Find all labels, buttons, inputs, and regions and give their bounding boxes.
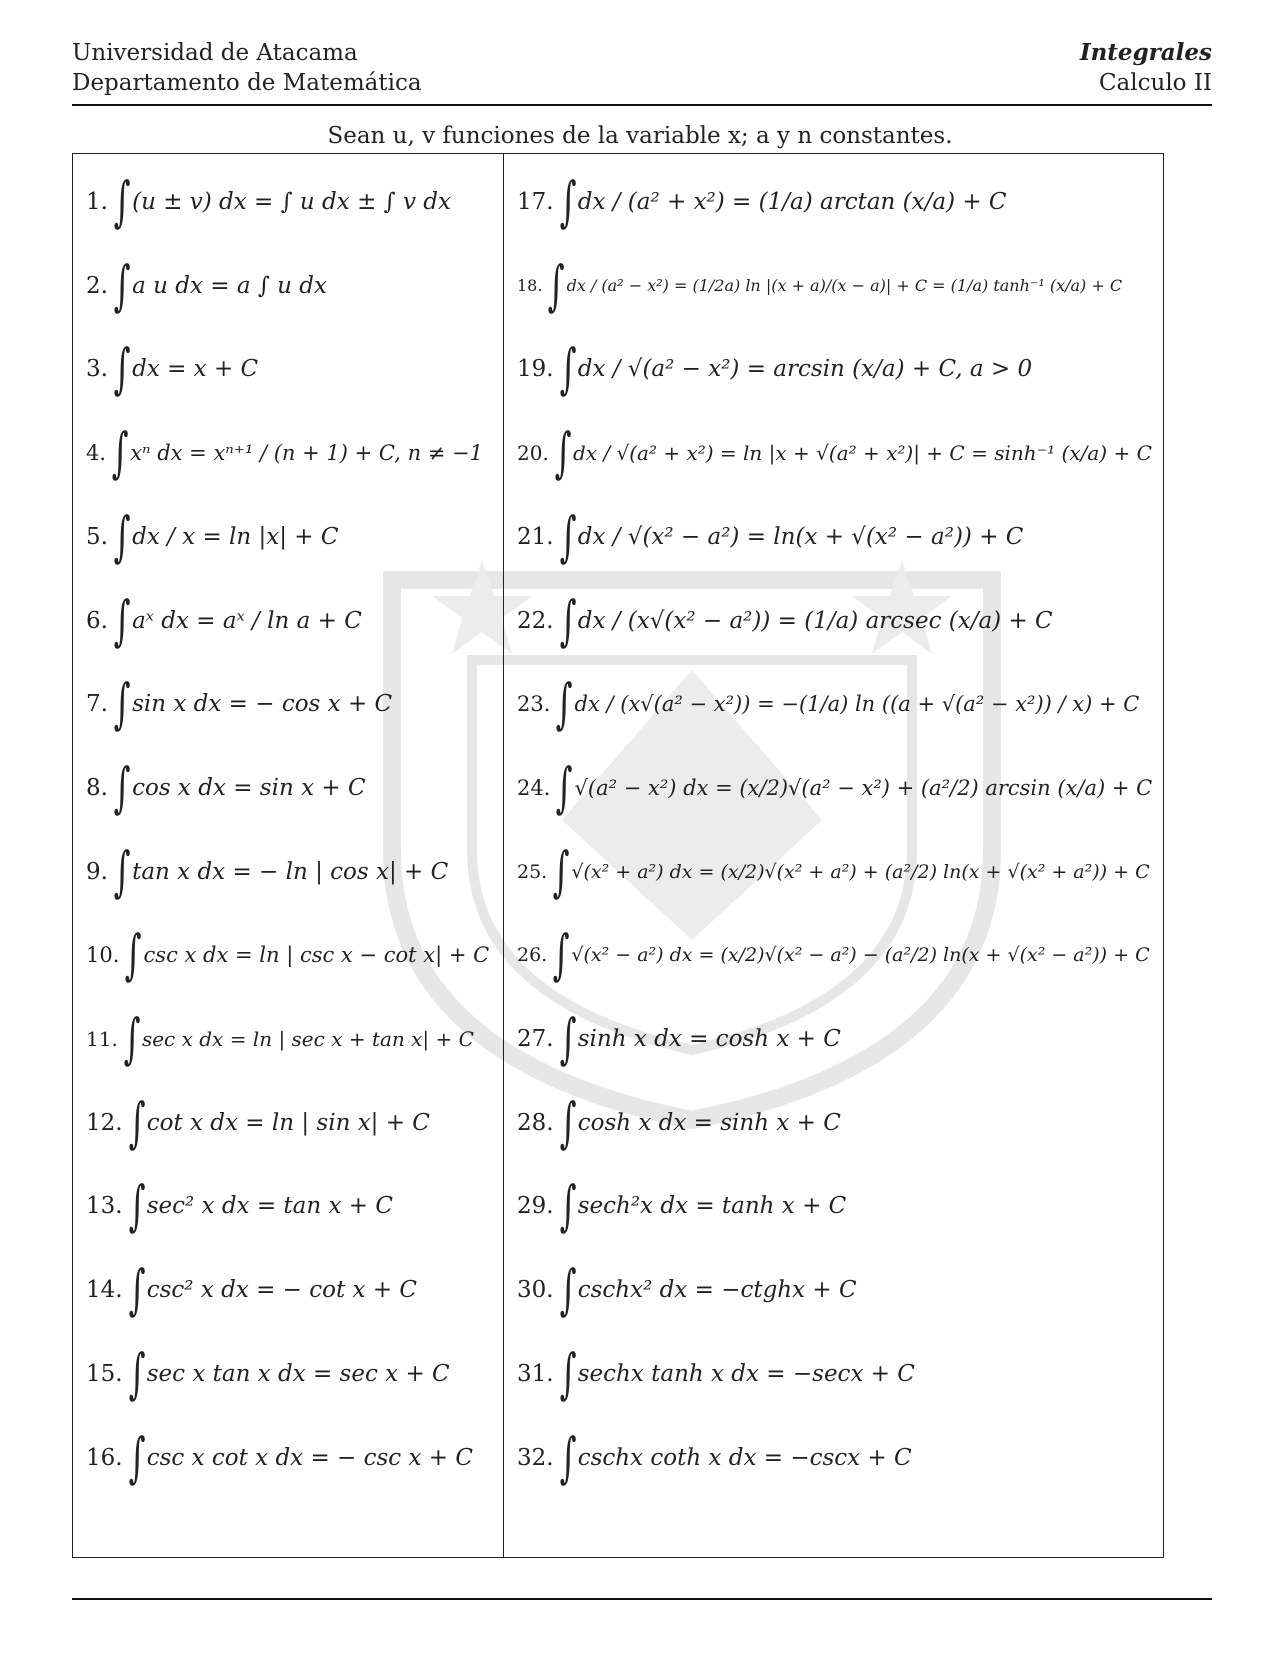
formula-left-14: [86, 1250, 417, 1330]
footer-rule: [72, 1598, 1212, 1600]
formula-left-8: [86, 748, 366, 828]
formula-number: 27.: [517, 1026, 554, 1052]
formula-number: 6.: [86, 607, 108, 634]
integral-sign-icon: ∫: [556, 755, 573, 819]
integral-sign-icon: ∫: [554, 421, 572, 485]
department-name: Departamento de Matemática: [72, 70, 422, 96]
formula-expression: cosh x dx = sinh x + C: [577, 1109, 841, 1136]
formula-expression: dx / (a² − x²) = (1/2a) ln |(x + a)/(x − a)| + C = (1/a) tanh⁻¹ (x/a) + C: [566, 276, 1123, 296]
formula-expression: csc x cot x dx = − csc x + C: [146, 1444, 473, 1471]
formula-expression: sin x dx = − cos x + C: [132, 691, 393, 718]
formula-right-2: [517, 246, 1122, 326]
formula-left-2: [86, 246, 327, 326]
formula-number: 19.: [517, 356, 554, 383]
integral-sign-icon: ∫: [559, 1090, 577, 1154]
formula-right-14: [517, 1250, 857, 1330]
formula-number: 4.: [86, 441, 107, 466]
formula-expression: dx = x + C: [132, 356, 259, 383]
formula-right-1: [517, 162, 1007, 242]
integral-sign-icon: ∫: [559, 1425, 577, 1489]
formula-left-3: [86, 329, 258, 409]
formula-expression: (u ± v) dx = ∫ u dx ± ∫ v dx: [132, 189, 451, 215]
integral-sign-icon: ∫: [128, 1090, 146, 1154]
integral-sign-icon: ∫: [113, 839, 131, 903]
formula-expression: sec x dx = ln | sec x + tan x| + C: [141, 1027, 474, 1051]
formula-number: 24.: [517, 775, 551, 800]
formula-right-10: [517, 915, 1150, 995]
formula-number: 12.: [86, 1109, 123, 1136]
formula-number: 13.: [86, 1193, 123, 1220]
formula-number: 3.: [86, 356, 108, 383]
integral-sign-icon: ∫: [559, 504, 577, 568]
integral-sign-icon: ∫: [559, 588, 577, 652]
formula-right-4: [517, 413, 1152, 493]
intro-line: Sean u, v funciones de la variable x; a y n constantes.: [327, 123, 953, 149]
formula-right-5: [517, 497, 1023, 577]
formula-expression: dx / √(a² + x²) = ln |x + √(a² + x²)| + C = sinh⁻¹ (x/a) + C: [572, 441, 1152, 466]
formula-number: 25.: [517, 860, 548, 883]
formula-number: 16.: [86, 1444, 123, 1471]
formula-number: 30.: [517, 1277, 554, 1304]
formula-left-10: [86, 915, 489, 995]
formula-right-16: [517, 1418, 912, 1498]
formula-number: 10.: [86, 943, 120, 968]
integral-sign-icon: ∫: [559, 1258, 577, 1322]
formula-left-11: [86, 999, 474, 1079]
integral-sign-icon: ∫: [128, 1174, 146, 1238]
document-topic: Integrales: [1079, 39, 1212, 66]
formula-right-12: [517, 1083, 841, 1163]
formula-number: 11.: [86, 1027, 118, 1051]
formula-left-5: [86, 497, 338, 577]
formula-expression: dx / (x√(x² − a²)) = (1/a) arcsec (x/a) + C: [577, 607, 1053, 634]
integral-sign-icon: ∫: [559, 1174, 577, 1238]
formula-expression: sec x tan x dx = sec x + C: [146, 1360, 450, 1387]
formula-number: 2.: [86, 272, 108, 299]
formula-number: 17.: [517, 189, 554, 215]
integral-sign-icon: ∫: [548, 253, 565, 317]
formula-right-3: [517, 329, 1032, 409]
formula-expression: csc x dx = ln | csc x − cot x| + C: [143, 943, 490, 968]
formula-expression: sec² x dx = tan x + C: [146, 1193, 393, 1220]
institution-name: Universidad de Atacama: [72, 40, 358, 66]
formula-left-12: [86, 1083, 430, 1163]
integral-sign-icon: ∫: [113, 170, 131, 233]
integral-sign-icon: ∫: [125, 923, 142, 987]
formula-expression: a u dx = a ∫ u dx: [132, 272, 327, 299]
integral-sign-icon: ∫: [556, 672, 573, 736]
formula-expression: csc² x dx = − cot x + C: [146, 1277, 418, 1304]
formula-expression: √(x² + a²) dx = (x/2)√(x² + a²) + (a²/2) ln(x + √(x² + a²)) + C: [571, 860, 1150, 883]
integral-sign-icon: ∫: [113, 253, 131, 317]
formula-right-8: [517, 748, 1152, 828]
formula-expression: xⁿ dx = xⁿ⁺¹ / (n + 1) + C, n ≠ −1: [130, 441, 483, 466]
formula-number: 7.: [86, 691, 108, 718]
formula-right-13: [517, 1166, 846, 1246]
formula-number: 20.: [517, 441, 549, 466]
header-right: [1080, 38, 1212, 98]
integral-sign-icon: ∫: [559, 1007, 577, 1070]
formula-number: 26.: [517, 944, 548, 967]
formula-expression: sechx tanh x dx = −secx + C: [577, 1360, 915, 1387]
formula-left-15: [86, 1334, 450, 1414]
formula-number: 14.: [86, 1277, 123, 1304]
formula-left-4: [86, 413, 483, 493]
integral-sign-icon: ∫: [552, 923, 570, 987]
integral-sign-icon: ∫: [111, 421, 129, 485]
formula-right-6: [517, 581, 1053, 661]
integral-sign-icon: ∫: [559, 1341, 577, 1405]
formula-number: 21.: [517, 523, 554, 550]
formula-expression: √(a² − x²) dx = (x/2)√(a² − x²) + (a²/2) arcsin (x/a) + C: [574, 775, 1153, 800]
formula-expression: dx / (a² + x²) = (1/a) arctan (x/a) + C: [577, 189, 1007, 215]
integral-sign-icon: ∫: [559, 337, 577, 401]
formula-right-9: [517, 832, 1150, 912]
formula-number: 8.: [86, 774, 108, 801]
formula-right-7: [517, 664, 1139, 744]
formula-left-6: [86, 581, 362, 661]
formula-number: 23.: [517, 692, 551, 717]
integral-sign-icon: ∫: [113, 755, 131, 819]
formula-expression: aˣ dx = aˣ / ln a + C: [132, 607, 362, 634]
formula-expression: cschx² dx = −ctghx + C: [577, 1277, 857, 1304]
integral-sign-icon: ∫: [552, 839, 570, 903]
formula-number: 15.: [86, 1360, 123, 1387]
formula-expression: cot x dx = ln | sin x| + C: [146, 1109, 430, 1136]
header-left: [72, 38, 422, 98]
integral-sign-icon: ∫: [123, 1007, 141, 1070]
formula-left-16: [86, 1418, 473, 1498]
integral-sign-icon: ∫: [113, 337, 131, 401]
formula-expression: cschx coth x dx = −cscx + C: [577, 1444, 912, 1471]
integral-sign-icon: ∫: [128, 1258, 146, 1322]
formula-left-1: [86, 162, 451, 242]
formula-expression: tan x dx = − ln | cos x| + C: [132, 858, 449, 885]
formula-expression: sech²x dx = tanh x + C: [577, 1193, 847, 1220]
formula-number: 29.: [517, 1193, 554, 1220]
integral-sign-icon: ∫: [128, 1425, 146, 1489]
page-header: [72, 38, 1212, 106]
formula-left-9: [86, 832, 448, 912]
formula-expression: dx / √(a² − x²) = arcsin (x/a) + C, a > 0: [577, 356, 1033, 383]
formula-expression: dx / (x√(a² − x²)) = −(1/a) ln ((a + √(a² − x²)) / x) + C: [574, 692, 1140, 717]
formula-number: 28.: [517, 1109, 554, 1136]
formula-left-13: [86, 1166, 393, 1246]
formula-number: 32.: [517, 1444, 554, 1471]
integral-sign-icon: ∫: [113, 504, 131, 568]
formula-expression: cos x dx = sin x + C: [132, 774, 366, 801]
formula-number: 1.: [86, 189, 108, 215]
formula-number: 22.: [517, 607, 554, 634]
formula-number: 9.: [86, 858, 108, 885]
integral-sign-icon: ∫: [113, 588, 131, 652]
column-divider: [503, 154, 504, 1557]
course-name: Calculo II: [1098, 70, 1212, 96]
formula-number: 31.: [517, 1360, 554, 1387]
formula-number: 5.: [86, 523, 108, 550]
integral-sign-icon: ∫: [128, 1341, 146, 1405]
formula-expression: √(x² − a²) dx = (x/2)√(x² − a²) − (a²/2) ln(x + √(x² − a²)) + C: [571, 944, 1150, 967]
formula-expression: dx / √(x² − a²) = ln(x + √(x² − a²)) + C: [577, 523, 1024, 550]
formula-left-7: [86, 664, 392, 744]
formula-expression: dx / x = ln |x| + C: [132, 523, 339, 550]
formula-right-15: [517, 1334, 915, 1414]
formula-expression: sinh x dx = cosh x + C: [577, 1026, 841, 1052]
formula-right-11: [517, 999, 841, 1079]
integral-sign-icon: ∫: [559, 170, 577, 233]
integral-sign-icon: ∫: [113, 672, 131, 736]
formula-number: 18.: [517, 276, 543, 296]
